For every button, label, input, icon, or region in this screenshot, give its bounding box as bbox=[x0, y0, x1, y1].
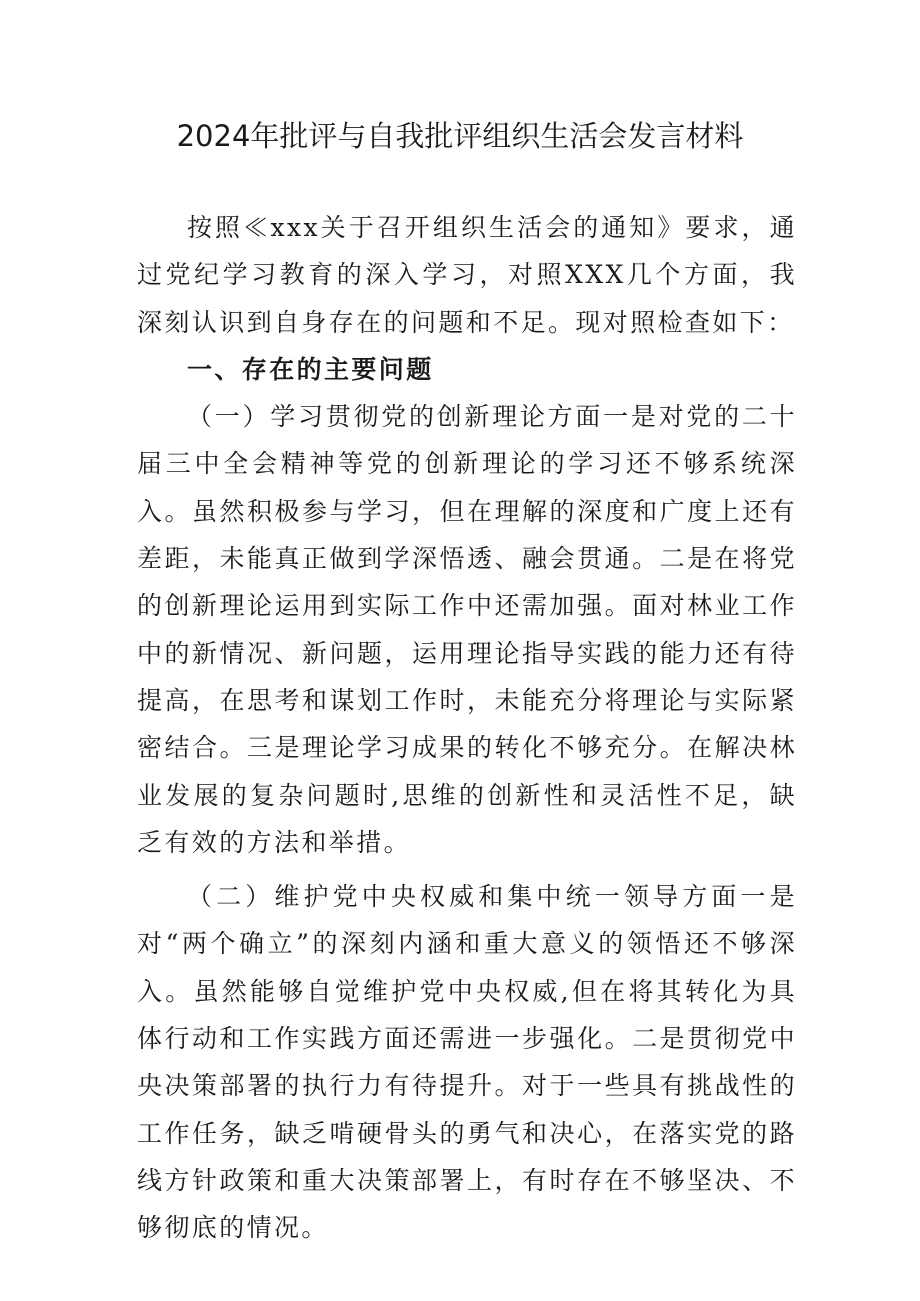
intro-paragraph: 按照≪xxx关于召开组织生活会的通知》要求，通过党纪学习教育的深入学习，对照XXX几个方面，我深刻认识到自身存在的问题和不足。现对照检查如下： bbox=[137, 213, 797, 337]
paragraph-central-authority: （二）维护党中央权威和集中统一领导方面一是对“两个确立”的深刻内涵和重大意义的领悟还不够深入。虽然能够自觉维护党中央权威,但在将其转化为具体行动和工作实践方面还需进一步强化。二是贯彻党中央决策部署的执行力有待提升。对于一些具有挑战性的工作任务，缺乏啃硬骨头的勇气和决心，在落实党的路线方针政策和重大决策部署上，有时存在不够坚决、不够彻底的情况。 bbox=[137, 882, 797, 1243]
paragraph-theory-study: （一）学习贯彻党的创新理论方面一是对党的二十届三中全会精神等党的创新理论的学习还不够系统深入。虽然积极参与学习，但在理解的深度和广度上还有差距，未能真正做到学深悟透、融会贯通。二是在将党的创新理论运用到实际工作中还需加强。面对林业工作中的新情况、新问题，运用理论指导实践的能力还有待提高，在思考和谋划工作时，未能充分将理论与实际紧密结合。三是理论学习成果的转化不够充分。在解决林业发展的复杂问题时,思维的创新性和灵活性不足，缺乏有效的方法和举措。 bbox=[137, 402, 797, 857]
section-heading-main-problems: 一、存在的主要问题 bbox=[187, 354, 434, 384]
document-title: 2024年批评与自我批评组织生活会发言材料 bbox=[176, 119, 744, 153]
document-body bbox=[137, 204, 797, 1252]
